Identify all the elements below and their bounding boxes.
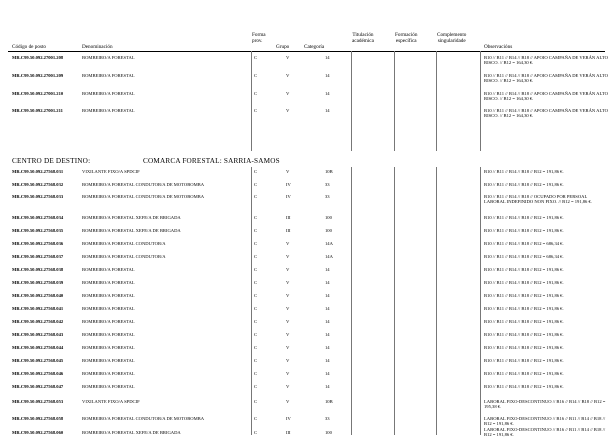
cell-grupo: V [286, 55, 290, 60]
cell-codigo: MR.C99.50.092.27568.053 [12, 399, 64, 404]
cell-observacions: B10 // B11 // B14 // B18 // B12 = 191,86 €. [484, 293, 564, 298]
header-forma-line2: prov. [252, 38, 263, 44]
cell-denominacion: BOMBEIRO/A FORESTAL [82, 91, 135, 96]
header-rule [8, 51, 605, 52]
cell-categoria: 14 [325, 319, 330, 324]
cell-forma: C [254, 108, 258, 113]
cell-denominacion: BOMBEIRO/A FORESTAL XEFE/A DE BRIGADA [82, 215, 181, 220]
cell-forma: C [254, 182, 258, 187]
cell-denominacion: BOMBEIRO/A FORESTAL [82, 345, 135, 350]
cell-codigo: MR.C99.50.092.27568.042 [12, 319, 64, 324]
centro-destino-label: CENTRO DE DESTINO: [12, 157, 91, 165]
cell-denominacion: BOMBEIRO/A FORESTAL [82, 319, 135, 324]
cell-categoria: 14 [325, 306, 330, 311]
cell-denominacion: BOMBEIRO/A FORESTAL CONDUTOR/A [82, 241, 166, 246]
cell-denominacion: BOMBEIRO/A FORESTAL [82, 267, 135, 272]
cell-codigo: MR.C99.50.092.27568.034 [12, 215, 64, 220]
cell-observacions: LABORAL FIXO-DESCONTINUO // B16 // B14 // B18 // B12 = 195,38 €. [484, 399, 606, 410]
cell-codigo: MR.C99.50.092.27568.041 [12, 306, 64, 311]
cell-categoria: 14 [325, 108, 330, 113]
cell-denominacion: BOMBEIRO/A FORESTAL [82, 73, 135, 78]
cell-forma: C [254, 384, 258, 389]
cell-observacions: B10 // B11 // B14 // B18 // B12 = 191,86 €. [484, 215, 564, 220]
cell-codigo: MR.C99.50.092.27568.060 [12, 430, 64, 435]
cell-forma: C [254, 91, 258, 96]
cell-observacions: B10 // B11 // B14 // B18 // OCUPADO POR PERSOAL LABORAL INDEFINIDO NON FIXO. // B12 = 191,86 €. [484, 194, 592, 205]
cell-grupo: III [286, 228, 291, 233]
header-complemento-line2: singularidade [437, 38, 466, 44]
cell-codigo: MR.C99.50.092.27001.211 [12, 108, 63, 113]
column-separator [251, 167, 252, 435]
header-forma-line1: Forma [252, 32, 266, 38]
cell-forma: C [254, 194, 258, 199]
cell-forma: C [254, 169, 258, 174]
cell-codigo: MR.C99.50.092.27568.044 [12, 345, 64, 350]
cell-observacions: B10 // B11 // B14 // B18 // B12 = 191,86 €. [484, 345, 564, 350]
cell-categoria: 14 [325, 358, 330, 363]
cell-codigo: MR.C99.50.092.27568.031 [12, 169, 64, 174]
cell-grupo: V [286, 241, 290, 246]
cell-categoria: 14A [325, 241, 333, 246]
cell-grupo: V [286, 108, 290, 113]
cell-grupo: V [286, 332, 290, 337]
cell-forma: C [254, 254, 258, 259]
cell-categoria: 33 [325, 182, 330, 187]
cell-categoria: 100 [325, 228, 332, 233]
cell-grupo: V [286, 306, 290, 311]
cell-categoria: 33 [325, 416, 330, 421]
header-observacions: Observacións [484, 44, 513, 50]
cell-categoria: 14 [325, 91, 330, 96]
cell-forma: C [254, 345, 258, 350]
column-separator [351, 51, 352, 151]
cell-observacions: B10 // B11 // B14 // B18 // B12 = 191,86 €. [484, 358, 564, 363]
cell-forma: C [254, 399, 258, 404]
header-categoria: Categoría [304, 44, 325, 50]
cell-denominacion: BOMBEIRO/A FORESTAL [82, 384, 135, 389]
cell-observacions: B10 // B11 // B14 // B18 // APOIO CAMPAÑA DE VERÁN ALTO RISCO. // B12 = 164,30 €. [484, 91, 608, 102]
cell-denominacion: BOMBEIRO/A FORESTAL CONDUTOR/A [82, 254, 166, 259]
cell-codigo: MR.C99.50.092.27568.032 [12, 182, 64, 187]
cell-denominacion: BOMBEIRO/A FORESTAL [82, 55, 135, 60]
cell-observacions: B10 // B11 // B14 // B18 // B12 = 191,86 €. [484, 306, 564, 311]
cell-forma: C [254, 215, 258, 220]
cell-forma: C [254, 228, 258, 233]
cell-denominacion: BOMBEIRO/A FORESTAL [82, 306, 135, 311]
cell-forma: C [254, 280, 258, 285]
column-separator [436, 167, 437, 435]
cell-grupo: V [286, 371, 290, 376]
cell-grupo: V [286, 280, 290, 285]
header-codigo: Código de posto [12, 44, 47, 50]
cell-observacions: LABORAL FIXO-DESCONTINUO // B16 // B11 // B14 // B18 // B12 = 191,86 €. [484, 427, 606, 438]
cell-grupo: IV [286, 182, 291, 187]
cell-codigo: MR.C99.50.092.27568.035 [12, 228, 64, 233]
cell-denominacion: BOMBEIRO/A FORESTAL [82, 371, 135, 376]
cell-observacions: B10 // B11 // B14 // B18 // APOIO CAMPAÑA DE VERÁN ALTO RISCO. // B12 = 164,30 €. [484, 55, 608, 66]
cell-categoria: 14 [325, 293, 330, 298]
cell-grupo: V [286, 345, 290, 350]
cell-denominacion: VIXILANTE FIXO/A SPDCIF [82, 169, 140, 174]
column-separator [394, 167, 395, 435]
cell-observacions: B10 // B11 // B14 // B18 // APOIO CAMPAÑA DE VERÁN ALTO RISCO. // B12 = 164,30 €. [484, 108, 608, 119]
cell-grupo: V [286, 293, 290, 298]
cell-codigo: MR.C99.50.092.27568.036 [12, 241, 64, 246]
cell-observacions: B10 // B11 // B14 // B18 // B12 = 191,86 €. [484, 280, 564, 285]
cell-grupo: V [286, 358, 290, 363]
cell-categoria: 10B [325, 399, 333, 404]
cell-categoria: 14 [325, 332, 330, 337]
cell-grupo: V [286, 91, 290, 96]
centro-destino-heading [12, 157, 280, 165]
cell-observacions: B10 // B11 // B14 // B18 // B12 = 191,86 €. [484, 267, 564, 272]
cell-forma: C [254, 267, 258, 272]
cell-denominacion: BOMBEIRO/A FORESTAL [82, 358, 135, 363]
column-separator [480, 167, 481, 435]
cell-categoria: 14 [325, 384, 330, 389]
cell-observacions: B10 // B11 // B14 // B18 // B12 = 686,34 €. [484, 254, 564, 259]
cell-denominacion: BOMBEIRO/A FORESTAL CONDUTOR/A DE MOTOBOMBA [82, 182, 205, 187]
header-complemento-line1: Complemento [437, 32, 467, 38]
cell-categoria: 14 [325, 345, 330, 350]
cell-grupo: V [286, 267, 290, 272]
cell-denominacion: BOMBEIRO/A FORESTAL CONDUTOR/A DE MOTOBOMBA [82, 416, 205, 421]
cell-grupo: III [286, 430, 291, 435]
cell-grupo: IV [286, 416, 291, 421]
cell-categoria: 14 [325, 267, 330, 272]
cell-forma: C [254, 416, 258, 421]
cell-denominacion: BOMBEIRO/A FORESTAL [82, 332, 135, 337]
cell-codigo: MR.C99.50.092.27568.046 [12, 371, 64, 376]
cell-denominacion: VIXILANTE FIXO/A SPDCIF [82, 399, 140, 404]
header-complemento [437, 32, 466, 44]
header-titulacion-line1: Titulación [352, 32, 374, 38]
cell-categoria: 33 [325, 194, 330, 199]
cell-codigo: MR.C99.50.092.27568.038 [12, 267, 64, 272]
column-separator [351, 167, 352, 435]
cell-categoria: 10B [325, 169, 333, 174]
header-grupo: Grupo [276, 44, 290, 50]
cell-codigo: MR.C99.50.092.27568.033 [12, 194, 64, 199]
cell-codigo: MR.C99.50.092.27568.040 [12, 293, 64, 298]
cell-codigo: MR.C99.50.092.27001.210 [12, 91, 64, 96]
cell-grupo: IV [286, 194, 291, 199]
cell-grupo: V [286, 399, 290, 404]
cell-codigo: MR.C99.50.092.27568.047 [12, 384, 64, 389]
cell-forma: C [254, 55, 258, 60]
cell-codigo: MR.C99.50.092.27001.209 [12, 73, 64, 78]
cell-observacions: B10 // B11 // B14 // B18 // B12 = 191,86 €. [484, 371, 564, 376]
cell-codigo: MR.C99.50.092.27568.037 [12, 254, 64, 259]
header-formacion-line1: Formación [395, 32, 418, 38]
cell-denominacion: BOMBEIRO/A FORESTAL XEFE/A DE BRIGADA [82, 430, 181, 435]
column-separator [436, 51, 437, 151]
header-titulacion-line2: académica [352, 38, 374, 44]
cell-codigo: MR.C99.50.092.27568.045 [12, 358, 64, 363]
cell-categoria: 14 [325, 55, 330, 60]
cell-codigo: MR.C99.50.092.27001.208 [12, 55, 64, 60]
header-titulacion [352, 32, 374, 44]
cell-observacions: B10 // B11 // B14 // B18 // B12 = 686,34 €. [484, 241, 564, 246]
cell-categoria: 100 [325, 430, 332, 435]
cell-denominacion: BOMBEIRO/A FORESTAL [82, 108, 135, 113]
cell-grupo: V [286, 169, 290, 174]
cell-codigo: MR.C99.50.092.27568.058 [12, 416, 64, 421]
cell-grupo: V [286, 254, 290, 259]
cell-observacions: B10 // B11 // B14 // B18 // B12 = 191,86 €. [484, 182, 564, 187]
cell-observacions: LABORAL FIXO-DESCONTINUO // B16 // B11 // B14 // B18 // B12 = 191,86 €. [484, 416, 606, 427]
cell-grupo: V [286, 384, 290, 389]
cell-codigo: MR.C99.50.092.27568.039 [12, 280, 64, 285]
cell-forma: C [254, 293, 258, 298]
cell-categoria: 14 [325, 73, 330, 78]
cell-categoria: 14A [325, 254, 333, 259]
cell-observacions: B10 // B11 // B14 // B18 // B12 = 191,86 €. [484, 384, 564, 389]
cell-grupo: V [286, 73, 290, 78]
cell-codigo: MR.C99.50.092.27568.043 [12, 332, 64, 337]
cell-observacions: B10 // B11 // B14 // B18 // B12 = 191,86 €. [484, 332, 564, 337]
cell-denominacion: BOMBEIRO/A FORESTAL CONDUTOR/A DE MOTOBOMBA [82, 194, 205, 199]
header-denominacion: Denominación [82, 44, 113, 50]
cell-grupo: V [286, 319, 290, 324]
cell-denominacion: BOMBEIRO/A FORESTAL XEFE/A DE BRIGADA [82, 228, 181, 233]
cell-grupo: III [286, 215, 291, 220]
cell-forma: C [254, 332, 258, 337]
cell-forma: C [254, 430, 258, 435]
cell-denominacion: BOMBEIRO/A FORESTAL [82, 293, 135, 298]
centro-destino-value: COMARCA FORESTAL: SARRIA-SAMOS [143, 157, 280, 165]
header-forma [252, 32, 266, 44]
cell-categoria: 100 [325, 215, 332, 220]
cell-observacions: B10 // B11 // B14 // B18 // APOIO CAMPAÑA DE VERÁN ALTO RISCO. // B12 = 164,30 €. [484, 73, 608, 84]
header-formacion [395, 32, 417, 44]
cell-observacions: B10 // B11 // B14 // B18 // B12 = 191,86 €. [484, 319, 564, 324]
cell-observacions: B10 // B11 // B14 // B18 // B12 = 191,86 €. [484, 228, 564, 233]
cell-forma: C [254, 358, 258, 363]
header-formacion-line2: específica [395, 38, 417, 44]
cell-denominacion: BOMBEIRO/A FORESTAL [82, 280, 135, 285]
cell-observacions: B10 // B11 // B14 // B18 // B12 = 191,86 €. [484, 169, 564, 174]
cell-forma: C [254, 371, 258, 376]
column-separator [251, 51, 252, 151]
column-separator [480, 51, 481, 151]
cell-forma: C [254, 73, 258, 78]
cell-categoria: 14 [325, 371, 330, 376]
cell-forma: C [254, 306, 258, 311]
cell-categoria: 14 [325, 280, 330, 285]
cell-forma: C [254, 319, 258, 324]
column-separator [394, 51, 395, 151]
cell-forma: C [254, 241, 258, 246]
